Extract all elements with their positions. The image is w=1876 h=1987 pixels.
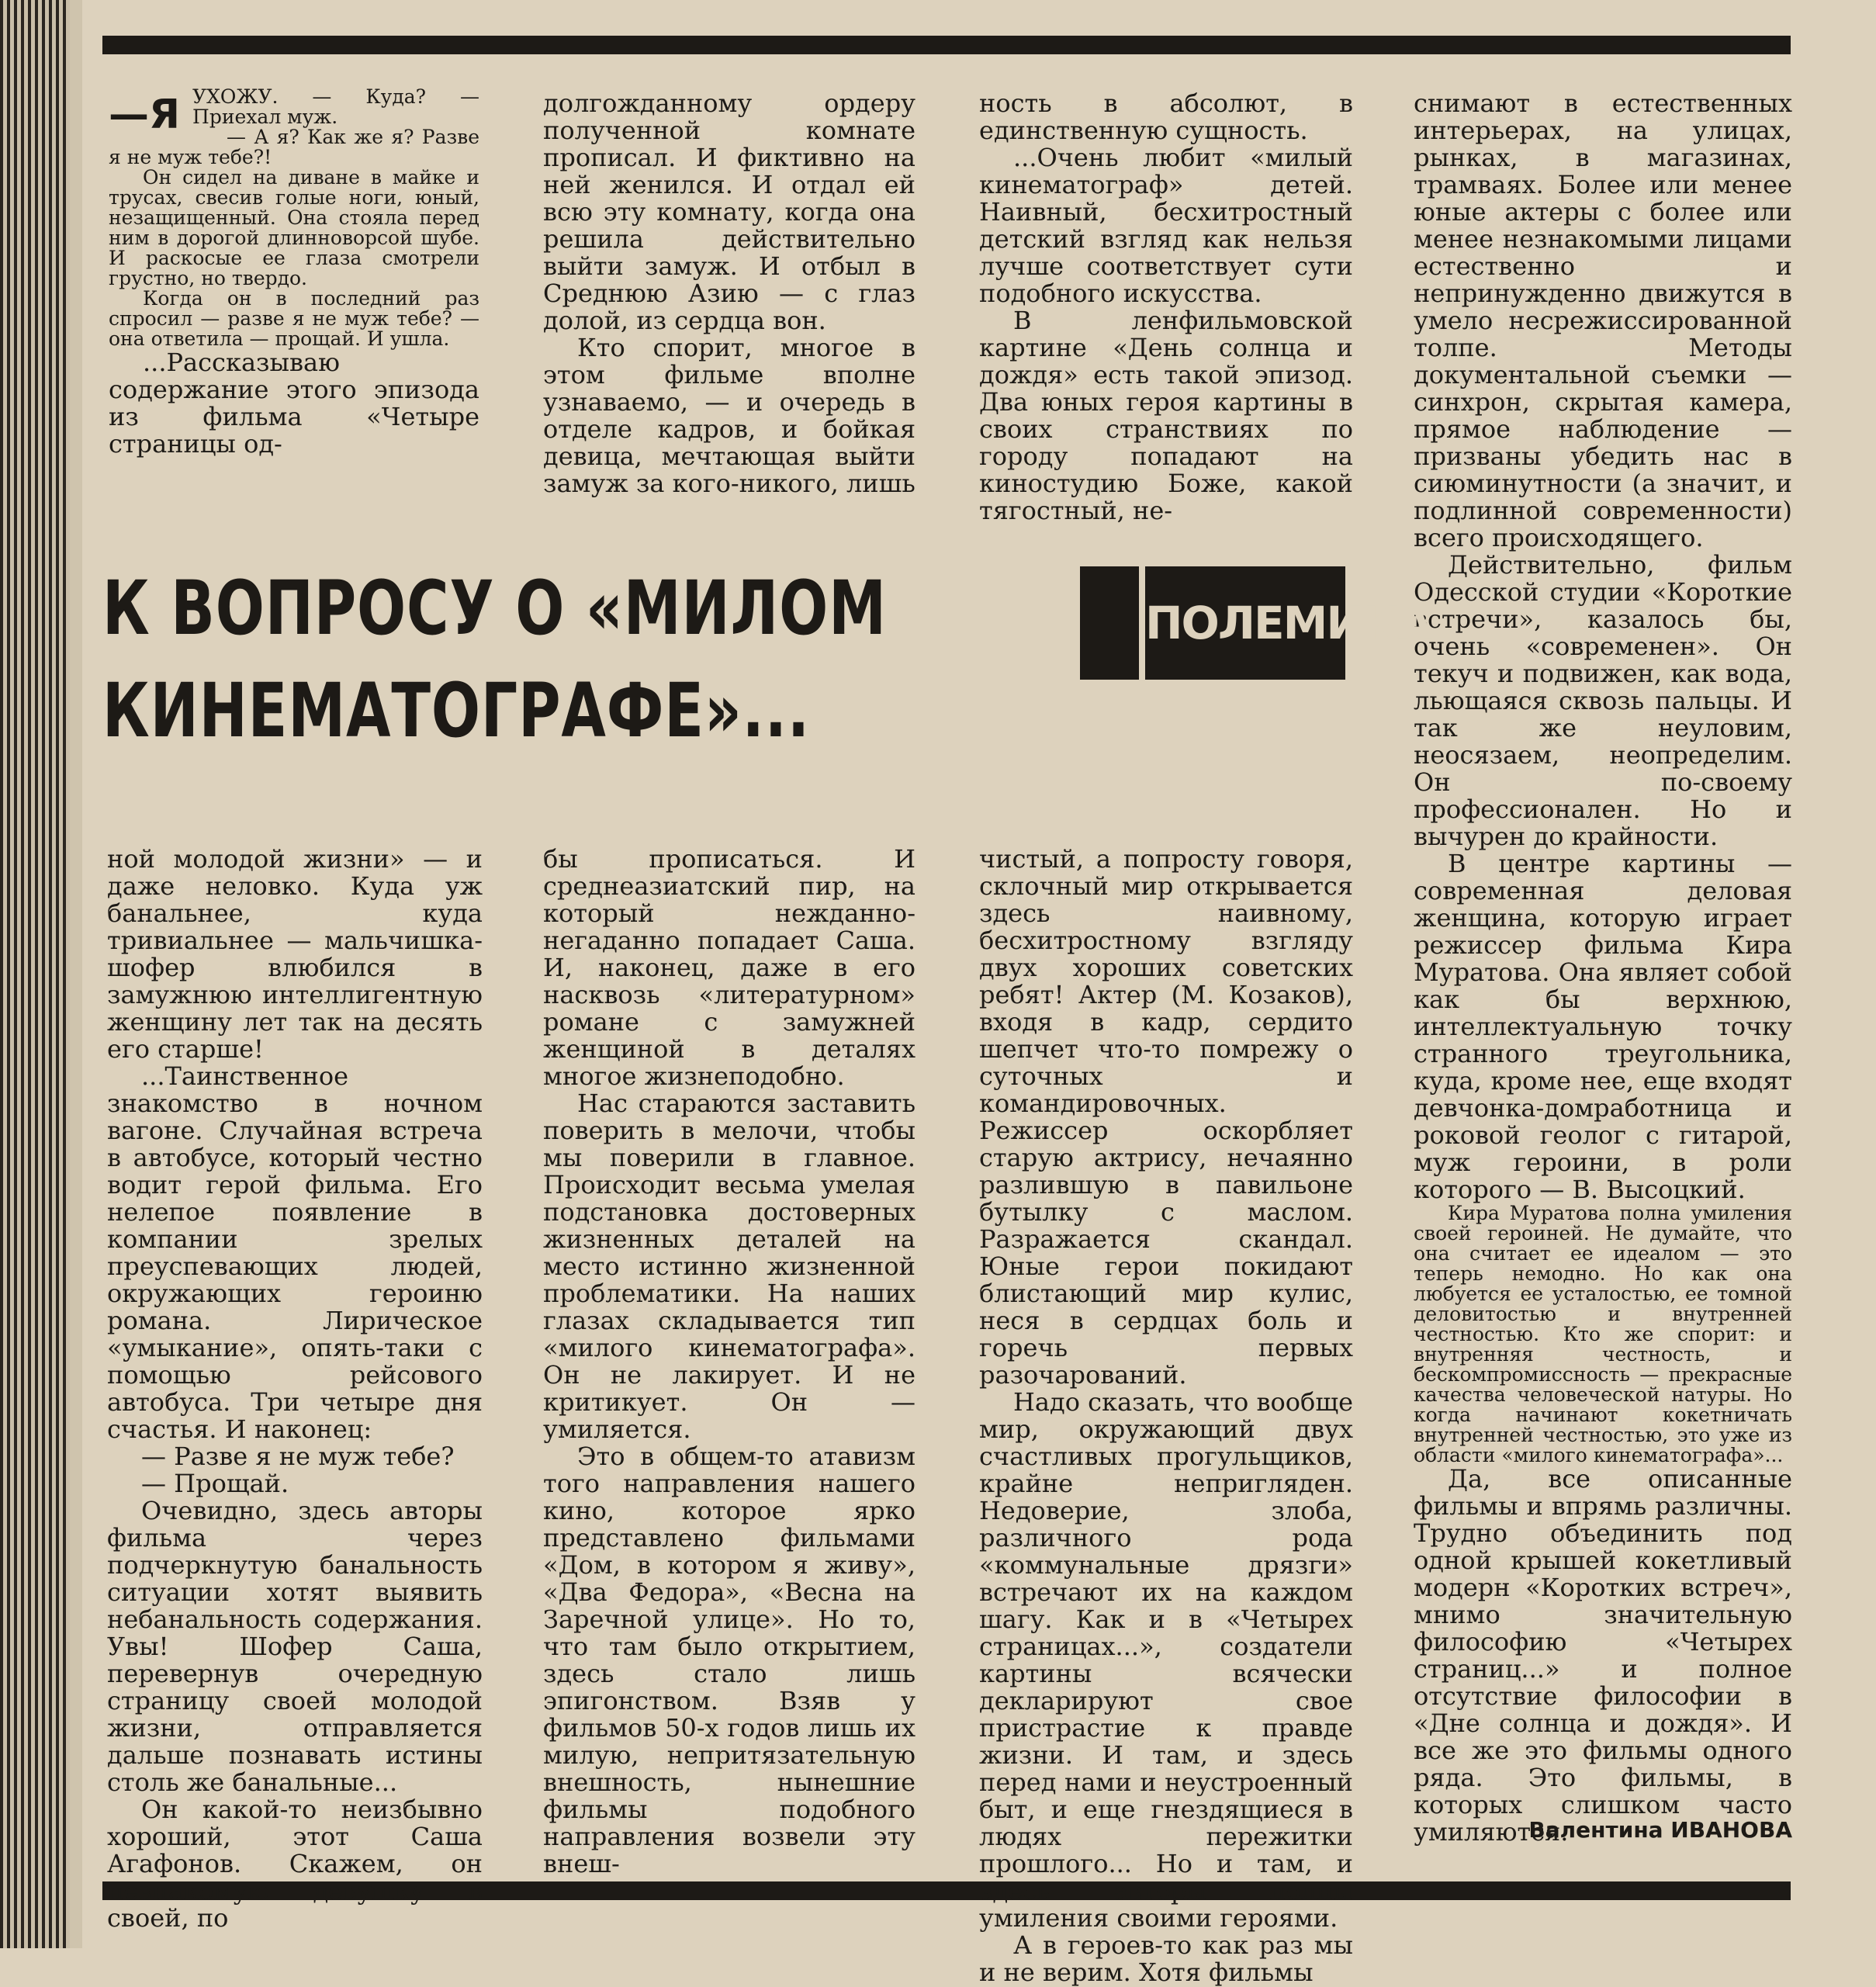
paragraph: В центре картины — современная деловая женщина, которую играет режиссер фильма Кира Муратова. Она являет собой как бы верхнюю, интеллектуальную точку странного треугольника, куда, кроме нее, еще входят девчонка-домработница и роковой геолог с гитарой, муж героини, в роли которого — В. Высоцкий. [1414, 849, 1792, 1204]
rubric-text: ПОЛЕМИКА [1145, 566, 1345, 680]
column-1-bottom [107, 844, 483, 1933]
paragraph: УХОЖУ. — Куда? — Приехал муж. [192, 85, 479, 128]
binding-strip [0, 0, 70, 1948]
column-4 [1414, 88, 1792, 1847]
paragraph: — Разве я не муж тебе? [141, 1442, 455, 1471]
paragraph: ность в абсолют, в единственную сущность. [979, 88, 1353, 145]
paragraph: Кто спорит, многое в этом фильме вполне узнаваемо, — и очередь в отделе кадров, и бойкая девица, мечтающая выйти замуж за кого-никого, лишь [543, 333, 916, 498]
paragraph: Кира Муратова полна умиления своей героиней. Не думайте, что она считает ее идеалом — это теперь немодно. Но как она любуется ее усталостью, ее томной деловитостью и внутренней честностью. Кто же спорит: и внутренняя честность, и бескомпромиссность — прекрасные качества человеческой натуры. Но когда начинают кокетничать внутренней честностью, это уже из области «милого кинематографа»... [1414, 1202, 1792, 1466]
paragraph: ной молодой жизни» — и даже неловко. Куда уж банальнее, куда тривиальнее — мальчишка-шофер влюбился в замужнюю интеллигентную женщину лет так на десять его старше! [107, 844, 483, 1064]
top-rule [102, 36, 1791, 54]
rubric-label [1080, 566, 1431, 680]
headline-line-2: КИНЕМАТОГРАФЕ»... [102, 667, 810, 754]
rubric-bar [1080, 566, 1139, 680]
paragraph: Действительно, фильм Одесской студии «Короткие встречи», казалось бы, очень «современен». Он текуч и подвижен, как вода, льющаяся сквозь пальцы. И так же неуловим, неосязаем, неопределим. Он по-своему профессионален. Но и вычурен до крайности. [1414, 550, 1792, 851]
paragraph: чистый, а попросту говоря, склочный мир открывается здесь наивному, бесхитростному взгляду двух хороших советских ребят! Актер (М. Козаков), входя в кадр, сердито шепчет что-то помрежу о суточных и командировочных. Режиссер оскорбляет старую актрису, нечаянно разлившую в павильоне бутылку с маслом. Разражается скандал. Юные герои покидают блистающий мир кулис, неся в сердцах боль и горечь первых разочарований. [979, 844, 1353, 1390]
author-byline: Валентина ИВАНОВА [1528, 1817, 1792, 1843]
paragraph: А в героев-то как раз мы и не верим. Хотя фильмы [979, 1930, 1353, 1987]
headline-line-1: К ВОПРОСУ О «МИЛОМ [102, 565, 887, 652]
paragraph: долгожданному ордеру полученной комнате прописал. И фиктивно на ней женился. И отдал ей всю эту комнату, когда она решила действительно выйти замуж. И отбыл в Среднюю Азию — с глаз долой, из сердца вон. [543, 88, 916, 335]
drop-cap: —Я [109, 92, 181, 138]
paragraph: В ленфильмовской картине «День солнца и дождя» есть такой эпизод. Два юных героя картины в своих странствиях по городу попадают на киностудию Боже, какой тягостный, не- [979, 306, 1353, 525]
column-3-bottom [979, 844, 1353, 1987]
paragraph: Когда он в последний раз спросил — разве я не муж тебе? — она ответила — прощай. И ушла. [109, 287, 479, 350]
paragraph: ...Таинственное знакомство в ночном вагоне. Случайная встреча в автобусе, который честно водит герой фильма. Его нелепое появление в компании зрелых преуспевающих людей, окружающих героиню романа. Лирическое «умыкание», опять-таки с помощью рейсового автобуса. Три четыре дня счастья. И наконец: [107, 1061, 483, 1444]
paragraph: — А я? Как же я? Разве я не муж тебе?! [109, 126, 479, 168]
page-edge [70, 0, 82, 1948]
paragraph: ...Очень любит «милый кинематограф» детей. Наивный, бесхитростный детский взгляд как нельзя лучше соответствует сути подобного искусства. [979, 143, 1353, 308]
paragraph: ...Рассказываю содержание этого эпизода из фильма «Четыре страницы од- [109, 348, 479, 459]
paragraph: Он сидел на диване в майке и трусах, свесив голые ноги, юный, незащищенный. Она стояла перед ним в дорогой длинноворсой шубе. И раскосые ее глаза смотрели грустно, но твердо. [109, 166, 479, 289]
paragraph: Он какой-то неизбывно хороший, этот Саша Агафонов. Скажем, он незнакомую девушку в своей, по [107, 1795, 483, 1933]
paragraph: Да, все описанные фильмы и впрямь различны. Трудно объединить под одной крышей кокетливый модерн «Коротких встреч», мнимо значительную философию «Четырех страниц...» и полное отсутствие философии в «Дне солнца и дождя». И все же это фильмы одного ряда. Это фильмы, в которых слишком часто умиляются. [1414, 1464, 1792, 1847]
paragraph: Очевидно, здесь авторы фильма через подчеркнутую банальность ситуации хотят выявить небанальность содержания. Увы! Шофер Саша, перевернув очередную страницу своей молодой жизни, отправляется дальше познавать истины столь же банальные... [107, 1496, 483, 1797]
column-2-bottom [543, 844, 916, 1878]
column-1-top [109, 87, 479, 506]
headline [102, 557, 903, 762]
column-3-top [979, 88, 1353, 525]
paragraph: Это в общем-то атавизм того направления нашего кино, которое ярко представлено фильмами «Дом, в котором я живу», «Два Федора», «Весна на Заречной улице». Но то, что там было открытием, здесь стало лишь эпигонством. Взяв у фильмов 50-х годов лишь их милую, непритязательную внешность, нынешние фильмы подобного направления возвели эту внеш- [543, 1442, 916, 1878]
paragraph: — Прощай. [141, 1469, 289, 1498]
column-2-top [543, 90, 916, 509]
paragraph: снимают в естественных интерьерах, на улицах, рынках, в магазинах, трамваях. Более или менее юные актеры с более или менее незнакомыми лицами естественно и непринужденно движутся в умело несрежиссированной толпе. Методы документальной съемки — синхрон, скрытая камера, прямое наблюдение — призваны убедить нас в сиюминутности (а значит, и подлинной современности) всего происходящего. [1414, 88, 1792, 552]
paragraph: Нас стараются заставить поверить в мелочи, чтобы мы поверили в главное. Происходит весьма умелая подстановка достоверных жизненных деталей на место истинно жизненной проблематики. На наших глазах складывается тип «милого кинематографа». Он не лакирует. И не критикует. Он — умиляется. [543, 1089, 916, 1444]
paragraph: бы прописаться. И среднеазиатский пир, на который нежданно-негаданно попадает Саша. И, наконец, даже в его насквозь «литературном» романе с замужней женщиной в деталях многое жизнеподобно. [543, 844, 916, 1091]
paragraph: Надо сказать, что вообще мир, окружающий двух счастливых прогульщиков, крайне непригляден. Недоверие, злоба, различного рода «коммунальные дрязги» встречают их на каждом шагу. Как и в «Четырех страницах...», создатели картины всячески декларируют свое пристрастие к правде жизни. И там, и здесь перед нами и неустроенный быт, и еще гнездящиеся в людях пережитки прошлого... Но и там, и здесь авторы полны умиления своими героями. [979, 1387, 1353, 1933]
